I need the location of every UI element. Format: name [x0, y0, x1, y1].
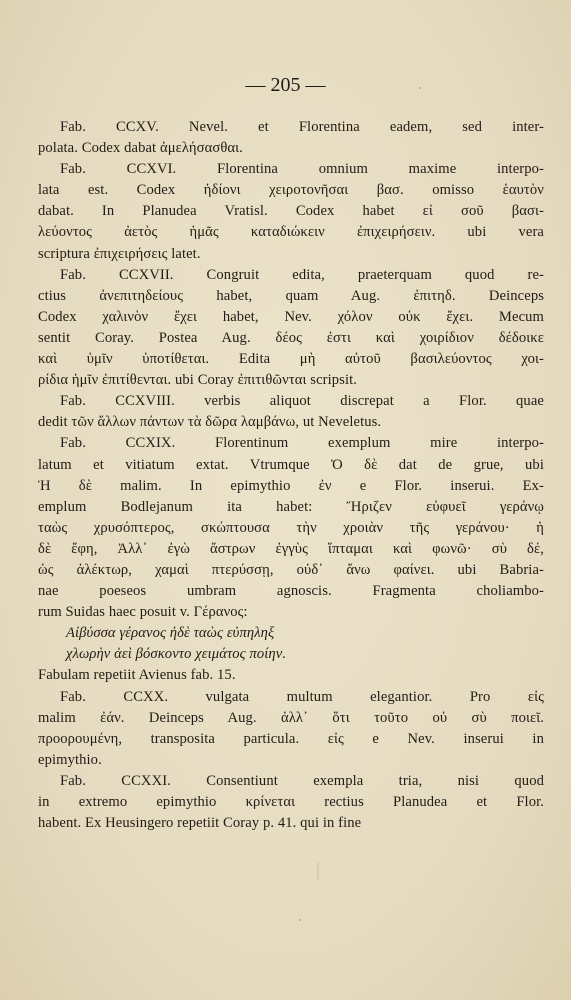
- text-line: Codex χαλινὸν ἔχει habet, Nev. χόλον οὐκ ἔχει. Mecum: [38, 308, 544, 325]
- text-line: emplum Bodlejanum ita habet: Ἤριζεν εὐφυεῖ γεράνῳ: [38, 498, 544, 515]
- text-line: καὶ ὑμῖν ὑποτίθεται. Edita μὴ αὐτοῦ βασιλεύοντος χοι-: [38, 351, 544, 368]
- verse-line: Αἰβύσσα γέρανος ἠδὲ ταὼς εὐπηληξ: [66, 625, 275, 642]
- text-line: δὲ ἔφη, Ἀλλ᾽ ἐγὼ ἄστρων ἐγγὺς ἵπταμαι καὶ φωνῶ· σὺ δέ,: [38, 540, 544, 557]
- text-line: ρίδια ἡμῖν ἐπιτίθενται. ubi Coray ἐπιτιθῶνται scripsit.: [38, 372, 358, 389]
- text-line: ctius ἀνεπιτηδείους habet, quam Aug. ἐπιτηδ. Deinceps: [38, 287, 544, 304]
- text-line: in extremo epimythio κρίνεται rectius Planudea et Flor.: [38, 794, 544, 810]
- text-line: Fab. CCXVI. Florentina omnium maxime interpo-: [60, 161, 544, 178]
- text-line: προορουμένη, transposita particula. εἰς e Nev. inserui in: [38, 730, 544, 747]
- text-line: polata. Codex dabat ἀμελήσασθαι.: [38, 140, 243, 157]
- text-line: Fab. CCXV. Nevel. et Florentina eadem, sed inter-: [60, 119, 544, 135]
- text-line: malim ἐάν. Deinceps Aug. ἀλλ᾽ ὅτι τοῦτο οὐ σὺ ποιεῖ.: [38, 709, 544, 726]
- text-line: sentit Coray. Postea Aug. δέος ἐστι καὶ χοιρίδιον δέδοικε: [38, 329, 544, 346]
- text-line: nae poeseos umbram agnoscis. Fragmenta choliambo-: [38, 583, 544, 600]
- text-line: ὡς ἀλέκτωρ, χαμαὶ πτερύσσῃ, οὐδ᾽ ἄνω φαίνει. ubi Babria-: [38, 561, 544, 578]
- text-line: ταὼς χρυσόπτερος, σκώπτουσα τὴν χροιὰν τῆς γεράνου· ἡ: [38, 519, 544, 536]
- text-line: Fab. CCXVIII. verbis aliquot discrepat a Flor. quae: [60, 393, 544, 410]
- text-line: Ἡ δὲ malim. In epimythio ἐν e Flor. inserui. Ex-: [38, 477, 544, 494]
- text-line: lata est. Codex ἡδίονι χειροτονῆσαι βασ. omisso ἑαυτὸν: [38, 182, 544, 199]
- text-line: dedit τῶν ἄλλων πάντων τὰ δῶρα λαμβάνω, ut Neveletus.: [38, 414, 382, 431]
- text-line: latum et vitiatum extat. Vtrumque Ὁ δὲ dat de grue, ubi: [38, 456, 544, 473]
- text-line: Fab. CCXVII. Congruit edita, praeterquam quod re-: [60, 266, 544, 283]
- text-line: λεύοντος ἀετὸς ἡμᾶς καταδιώκειν ἐπιχειρήσειν. ubi vera: [38, 224, 544, 241]
- text-line: dabat. In Planudea Vratisl. Codex habet εἰ σοῦ βασι-: [38, 203, 544, 220]
- text-line: Fab. CCXXI. Consentiunt exempla tria, nisi quod: [60, 772, 544, 789]
- text-line: habent. Ex Heusingero repetiit Coray p. 41. qui in fine: [38, 815, 362, 832]
- text-line: Fabulam repetiit Avienus fab. 15.: [38, 667, 236, 684]
- text-line: epimythio.: [38, 751, 102, 768]
- text-line: rum Suidas haec posuit v. Γέρανος:: [38, 604, 248, 621]
- page-number: — 205 —: [245, 74, 326, 96]
- body-text: [38, 117, 544, 834]
- text-line: Fab. CCXX. vulgata multum elegantior. Pro εἰς: [60, 688, 544, 705]
- verse-line: χλωρὴν ἀεὶ βόσκοντο χειμάτος ποίην.: [66, 646, 287, 663]
- text-line: Fab. CCXIX. Florentinum exemplum mire interpo-: [60, 435, 544, 452]
- text-line: scriptura ἐπιχειρήσεις latet.: [38, 245, 201, 262]
